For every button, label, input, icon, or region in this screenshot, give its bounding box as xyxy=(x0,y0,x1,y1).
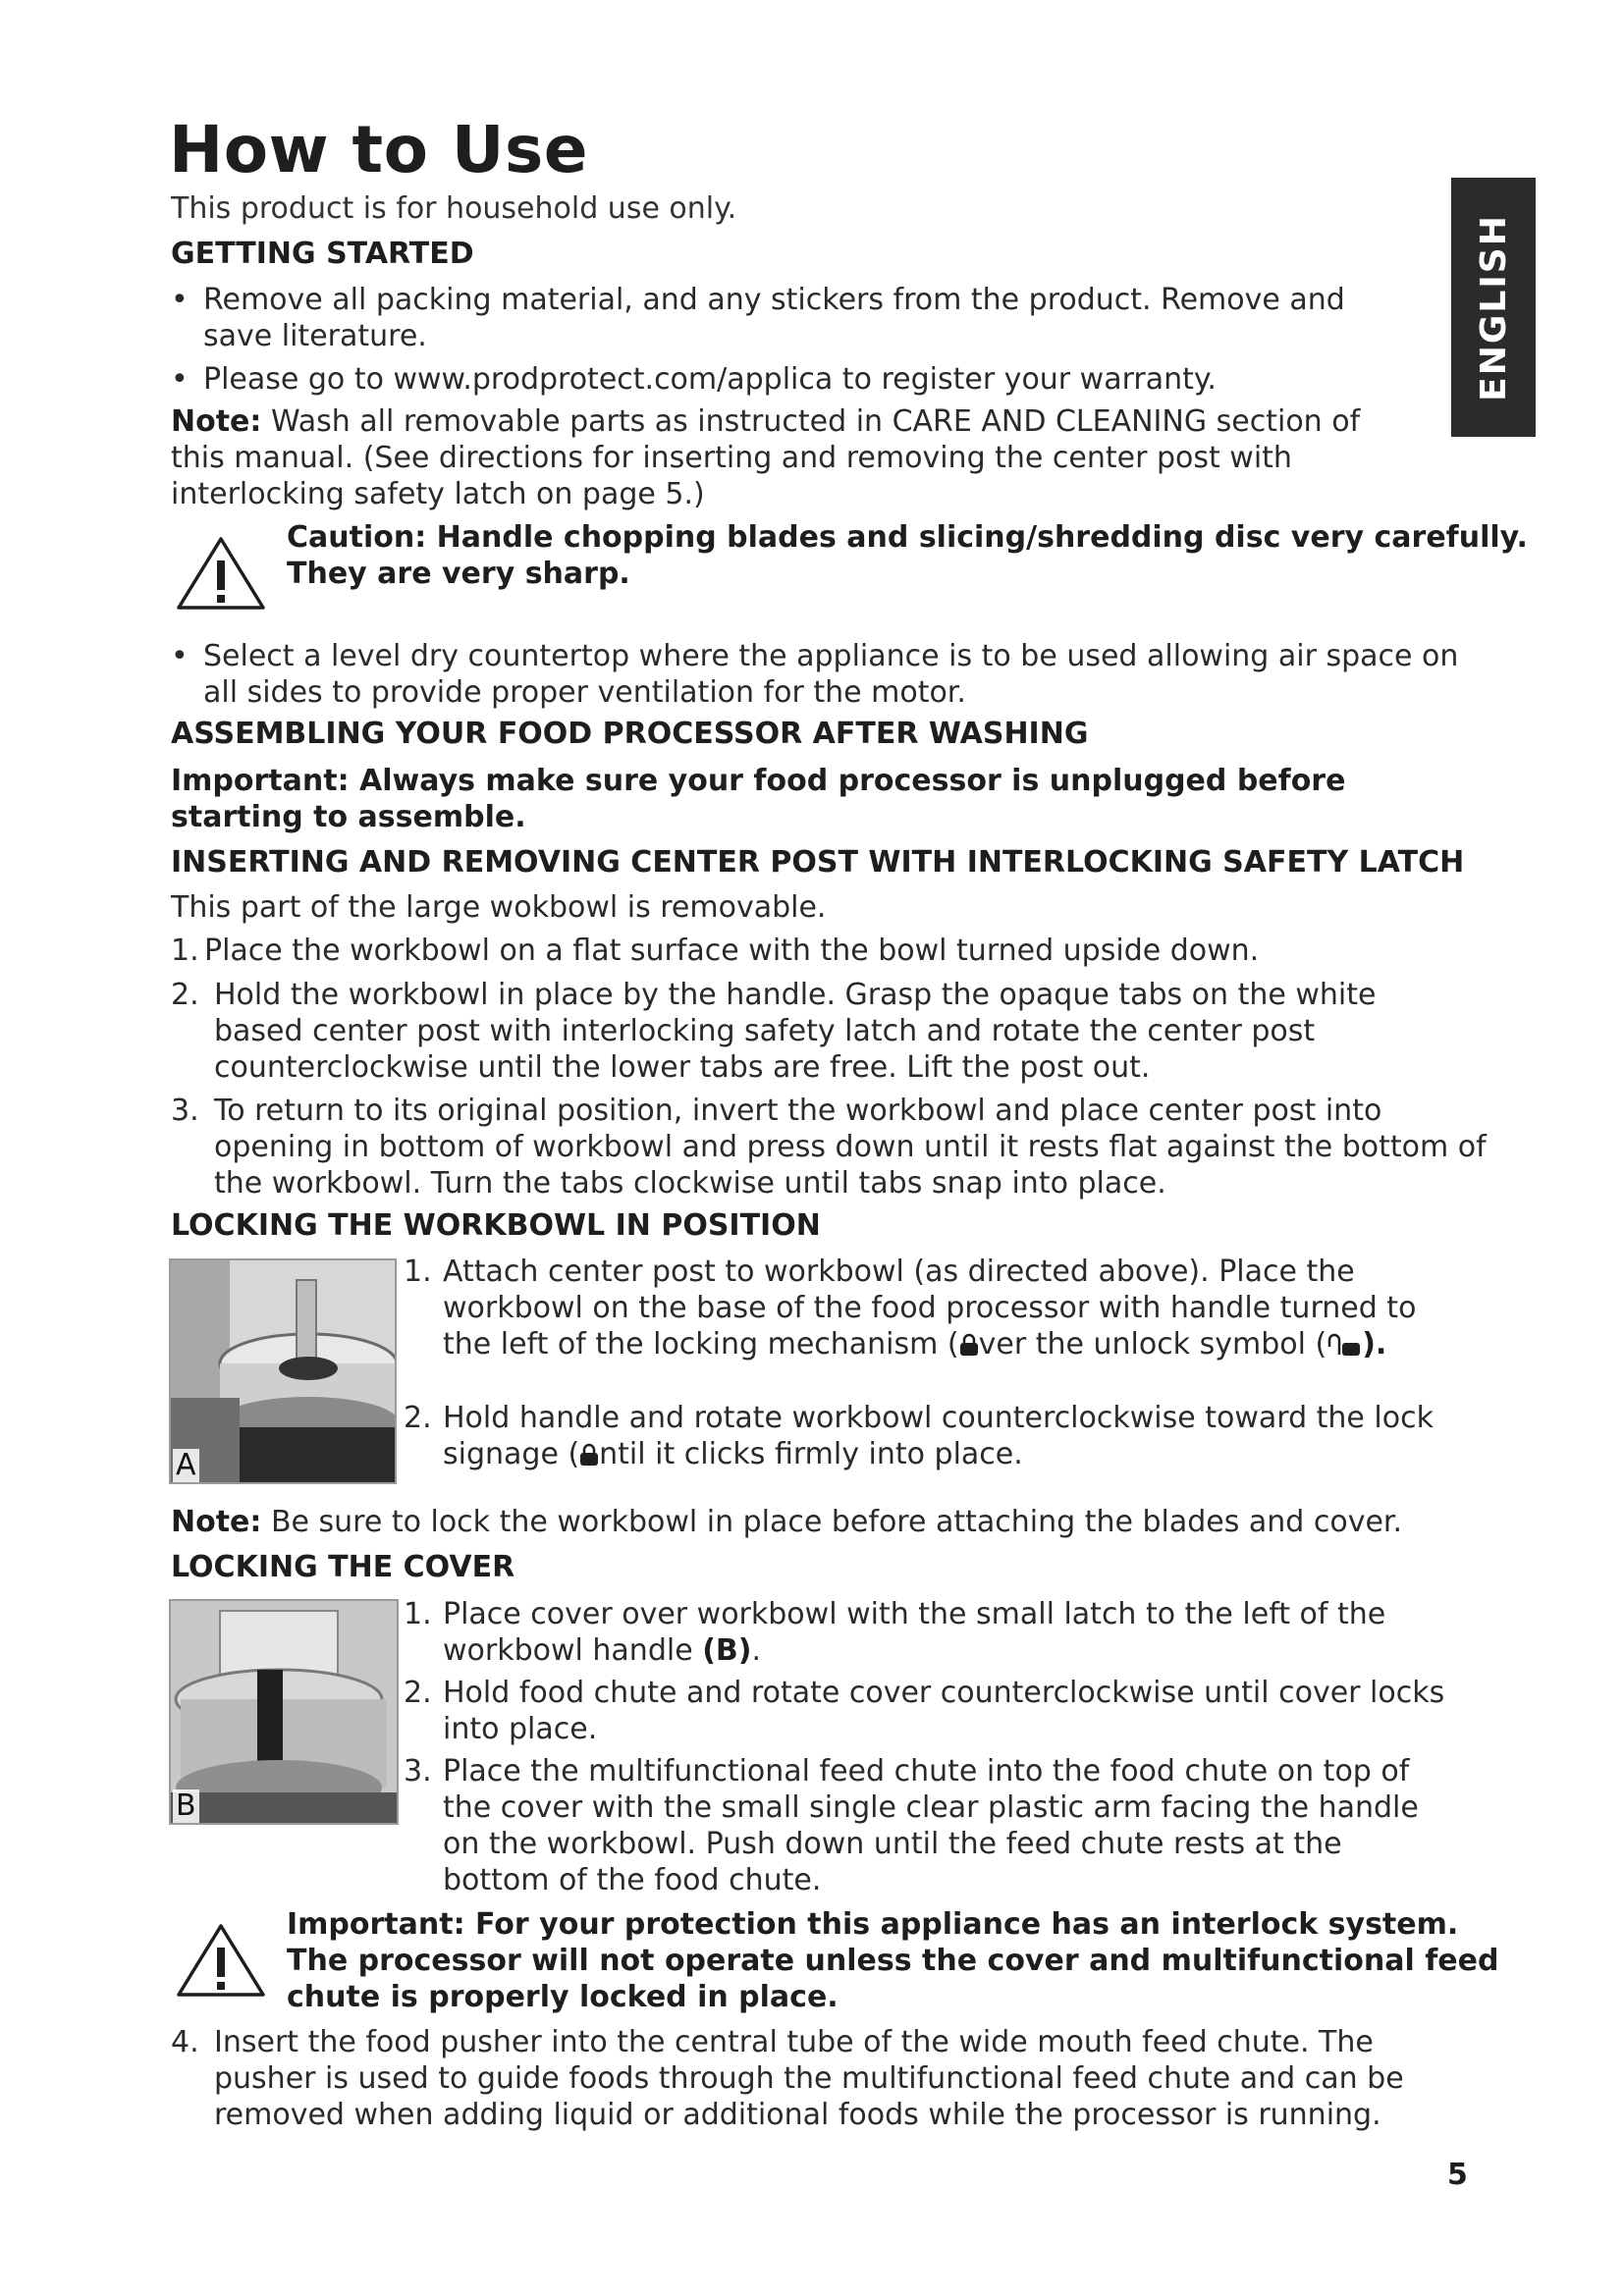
list-item: 3. To return to its original position, invert the workbowl and place center post into opening in bottom of workbowl and press down until it rests flat against the bottom of the workbowl. Turn the tabs clockwise until tabs snap into place. xyxy=(171,1094,1487,1201)
warning-triangle-icon xyxy=(175,1922,267,1999)
cover-photo-b xyxy=(169,1599,399,1825)
getting-started-note: Note: Wash all removable parts as instructed in CARE AND CLEANING section of this manual. (See directions for inserting and removing the center post with interlocking safety latch on page 5.) xyxy=(171,404,1361,511)
unlock-icon xyxy=(1326,1333,1362,1357)
locking-workbowl-note: Note: Be sure to lock the workbowl in place before attaching the blades and cover. xyxy=(171,1505,1403,1539)
list-item: 2. Hold food chute and rotate cover counterclockwise until cover locks into place. xyxy=(404,1676,1445,1746)
warning-triangle-icon xyxy=(175,535,267,612)
list-item: 2. Hold the workbowl in place by the handle. Grasp the opaque tabs on the white based center post with interlocking safety latch and rotate the center post counterclockwise until the lower tabs are free. Lift the post out. xyxy=(171,978,1377,1085)
list-item: 4. Insert the food pusher into the central tube of the wide mouth feed chute. The pusher is used to guide foods through the multifunctional feed chute and can be removed when adding liquid or additional foods while the processor is running. xyxy=(171,2025,1404,2132)
list-item: 3. Place the multifunctional feed chute into the food chute on top of the cover with the small single clear plastic arm facing the handle on the workbowl. Push down until the feed chute rests at the bottom of the food chute. xyxy=(404,1754,1419,1897)
getting-started-heading: GETTING STARTED xyxy=(171,237,474,271)
page-number: 5 xyxy=(1447,2158,1468,2192)
assembling-important: Important: Always make sure your food processor is unplugged before starting to assemble. xyxy=(171,764,1346,834)
important-line-2: The processor will not operate unless the cover and multifunctional feed xyxy=(287,1944,1499,1978)
list-item: 2. Hold handle and rotate workbowl counterclockwise toward the lock signage ( ntil it clicks firmly into place. xyxy=(404,1401,1434,1471)
list-item: • Remove all packing material, and any stickers from the product. Remove and save literature. xyxy=(171,283,1345,353)
list-item: 1. Attach center post to workbowl (as directed above). Place the workbowl on the base of the food processor with handle turned to the left of the locking mechanism ( ver the unlock symbol ( ). xyxy=(404,1255,1417,1362)
locking-cover-heading: LOCKING THE COVER xyxy=(171,1550,515,1584)
photo-label-a: A xyxy=(173,1449,199,1482)
workbowl-illustration xyxy=(171,1260,395,1482)
lock-icon xyxy=(579,1443,599,1467)
bullet-icon: • xyxy=(171,639,189,673)
list-item: 1. Place the workbowl on a flat surface with the bowl turned upside down. xyxy=(171,934,1260,968)
assembling-heading: ASSEMBLING YOUR FOOD PROCESSOR AFTER WASHING xyxy=(171,717,1089,751)
list-item: • Select a level dry countertop where the appliance is to be used allowing air space on all sides to provide proper ventilation for the motor. xyxy=(171,639,1459,710)
lock-icon xyxy=(959,1333,979,1357)
caution-line-1: Caution: Handle chopping blades and slicing/shredding disc very carefully. xyxy=(287,520,1528,555)
list-item: 1. Place cover over workbowl with the small latch to the left of the workbowl handle (B). xyxy=(404,1597,1386,1668)
list-item: • Please go to www.prodprotect.com/applica to register your warranty. xyxy=(171,362,1217,397)
workbowl-photo-a xyxy=(169,1258,397,1484)
bullet-icon: • xyxy=(171,362,189,397)
important-line-1: Important: For your protection this appliance has an interlock system. xyxy=(287,1907,1459,1942)
important-line-3: chute is properly locked in place. xyxy=(287,1980,839,2014)
photo-label-b: B xyxy=(173,1789,199,1823)
caution-line-2: They are very sharp. xyxy=(287,557,630,591)
page-title: How to Use xyxy=(169,112,589,187)
household-use-note: This product is for household use only. xyxy=(171,191,737,226)
center-post-intro: This part of the large wokbowl is removable. xyxy=(171,890,827,925)
locking-workbowl-heading: LOCKING THE WORKBOWL IN POSITION xyxy=(171,1208,821,1243)
language-tab: ENGLISH xyxy=(1451,178,1536,437)
bullet-icon: • xyxy=(171,283,189,317)
center-post-heading: INSERTING AND REMOVING CENTER POST WITH INTERLOCKING SAFETY LATCH xyxy=(171,845,1465,880)
cover-illustration xyxy=(171,1601,397,1823)
